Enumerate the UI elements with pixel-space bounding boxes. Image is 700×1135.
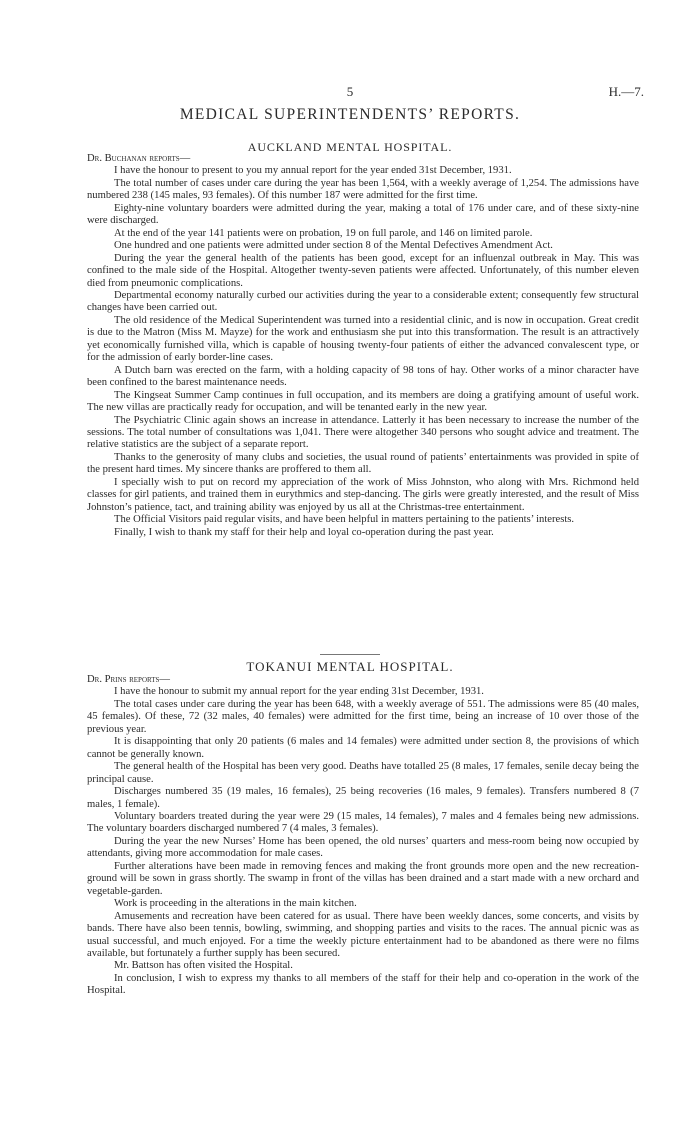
tokanui-paragraph: It is disappointing that only 20 patients (6 males and 14 females) were admitted under section 8, the provisions of which cannot be generally known.	[87, 736, 639, 760]
tokanui-reporter: Dr. Prins reports—	[87, 674, 171, 685]
tokanui-paragraph: In conclusion, I wish to express my thanks to all members of the staff for their help and co-operation in the work of the Hospital.	[87, 972, 639, 997]
page-number: 5	[346, 84, 354, 99]
tokanui-paragraph: The general health of the Hospital has been very good. Deaths have totalled 25 (8 males, 17 females, senile decay being the principal cause.	[87, 761, 639, 785]
document-reference: H.—7.	[608, 84, 644, 99]
auckland-paragraph: The Official Visitors paid regular visits, and have been helpful in matters pertaining to the patients’ interests.	[114, 514, 575, 526]
tokanui-paragraph: Further alterations have been made in removing fences and making the front grounds more open and the new recreation-ground will be sown in grass shortly. The swamp in front of the villas has been drained and a start made with a new orchard and vegetable-garden.	[87, 860, 639, 897]
auckland-heading: AUCKLAND MENTAL HOSPITAL.	[247, 140, 453, 154]
page-title: MEDICAL SUPERINTENDENTS’ REPORTS.	[179, 106, 521, 123]
auckland-paragraph: Eighty-nine voluntary boarders were admitted during the year, making a total of 176 under care, and of these sixty-nine were discharged.	[87, 202, 639, 227]
tokanui-paragraph: Work is proceeding in the alterations in the main kitchen.	[114, 898, 357, 910]
auckland-paragraph: The old residence of the Medical Superintendent was turned into a residential clinic, and is now in occupation. Great credit is due to the Matron (Miss M. Mayze) for the work and enthusiasm she put into this transformation. The result is an attractively yet economically furnished villa, which is capable of housing twenty-four patients of either the advanced convalescent type, or for the admission of early border-line cases.	[87, 314, 639, 364]
auckland-report	[87, 153, 639, 539]
auckland-paragraph: The Psychiatric Clinic again shows an increase in attendance. Latterly it has been necessary to increase the number of the sessions. The total number of consultations was 1,041. There were altogether 340 persons who sought advice and treatment. The relative statistics are the subject of a separate report.	[87, 414, 639, 451]
auckland-paragraph: At the end of the year 141 patients were on probation, 19 on full parole, and 146 on limited parole.	[114, 227, 533, 239]
auckland-paragraph: I specially wish to put on record my appreciation of the work of Miss Johnston, who along with Mrs. Richmond held classes for girl patients, and trained them in eurythmics and step-dancing. The girls were greatly interested, and the result of Miss Johnston’s patience, tact, and training ability was enjoyed by us all at the Christmas-tree entertainment.	[87, 476, 639, 513]
auckland-paragraph: During the year the general health of the patients has been good, except for an influenzal outbreak in May. This was confined to the male side of the Hospital. Altogether twenty-seven patients were affected. Unfortunately, of this number eleven died from pneumonic complications.	[87, 252, 639, 289]
tokanui-paragraph: The total cases under care during the year has been 648, with a weekly average of 551. The admissions were 85 (40 males, 45 females). Of these, 72 (32 males, 40 females) were admitted for the first time, being an increase of 10 over those of the previous year.	[87, 698, 639, 735]
tokanui-paragraph: During the year the new Nurses’ Home has been opened, the old nurses’ quarters and mess-room being now occupied by attendants, giving more accommodation for male cases.	[87, 835, 639, 860]
auckland-paragraph: Departmental economy naturally curbed our activities during the year to a considerable extent; consequently few structural changes have been carried out.	[87, 289, 639, 314]
tokanui-report	[87, 674, 639, 998]
tokanui-paragraph: Mr. Battson has often visited the Hospital.	[114, 960, 293, 972]
auckland-paragraph: Thanks to the generosity of many clubs and societies, the usual round of patients’ entertainments was provided in spite of the present hard times. My sincere thanks are proffered to them all.	[87, 451, 639, 476]
auckland-reporter: Dr. Buchanan reports—	[87, 153, 191, 164]
tokanui-paragraph: Discharges numbered 35 (19 males, 16 females), 25 being recoveries (16 males, 9 females). Transfers numbered 8 (7 males, 1 female).	[87, 786, 639, 810]
auckland-paragraph: The total number of cases under care during the year has been 1,564, with a weekly average of 1,254. The admissions have numbered 238 (145 males, 93 females). Of this number 187 were admitted for the first time.	[87, 177, 639, 202]
tokanui-heading: TOKANUI MENTAL HOSPITAL.	[246, 659, 454, 674]
tokanui-paragraph: I have the honour to submit my annual report for the year ending 31st December, 1931.	[114, 686, 484, 698]
tokanui-paragraph: Voluntary boarders treated during the year were 29 (15 males, 14 females), 7 males and 4 females being new admissions. The voluntary boarders discharged numbered 7 (4 males, 3 females).	[87, 810, 639, 835]
auckland-paragraph: The Kingseat Summer Camp continues in full occupation, and its members are doing a gratifying amount of useful work. The new villas are practically ready for occupation, and will be tenanted early in the new year.	[87, 389, 639, 414]
auckland-paragraph: A Dutch barn was erected on the farm, with a holding capacity of 98 tons of hay. Other works of a minor character have been confined to the barest maintenance needs.	[87, 364, 639, 389]
tokanui-paragraph: Amusements and recreation have been catered for as usual. There have been weekly dances, some concerts, and visits by bands. There have also been tennis, bowling, swimming, and shopping parties and visits to the races. The annual picnic was as usual successful, and much enjoyed. For a time the weekly picture entertainment had to be abandoned as there were no films available, but fortunately a further supply has been secured.	[87, 910, 639, 959]
section-divider	[320, 654, 380, 655]
auckland-paragraph: Finally, I wish to thank my staff for their help and loyal co-operation during the past year.	[114, 526, 494, 538]
auckland-paragraph: I have the honour to present to you my annual report for the year ended 31st December, 1931.	[114, 165, 512, 177]
auckland-paragraph: One hundred and one patients were admitted under section 8 of the Mental Defectives Amendment Act.	[114, 240, 553, 252]
